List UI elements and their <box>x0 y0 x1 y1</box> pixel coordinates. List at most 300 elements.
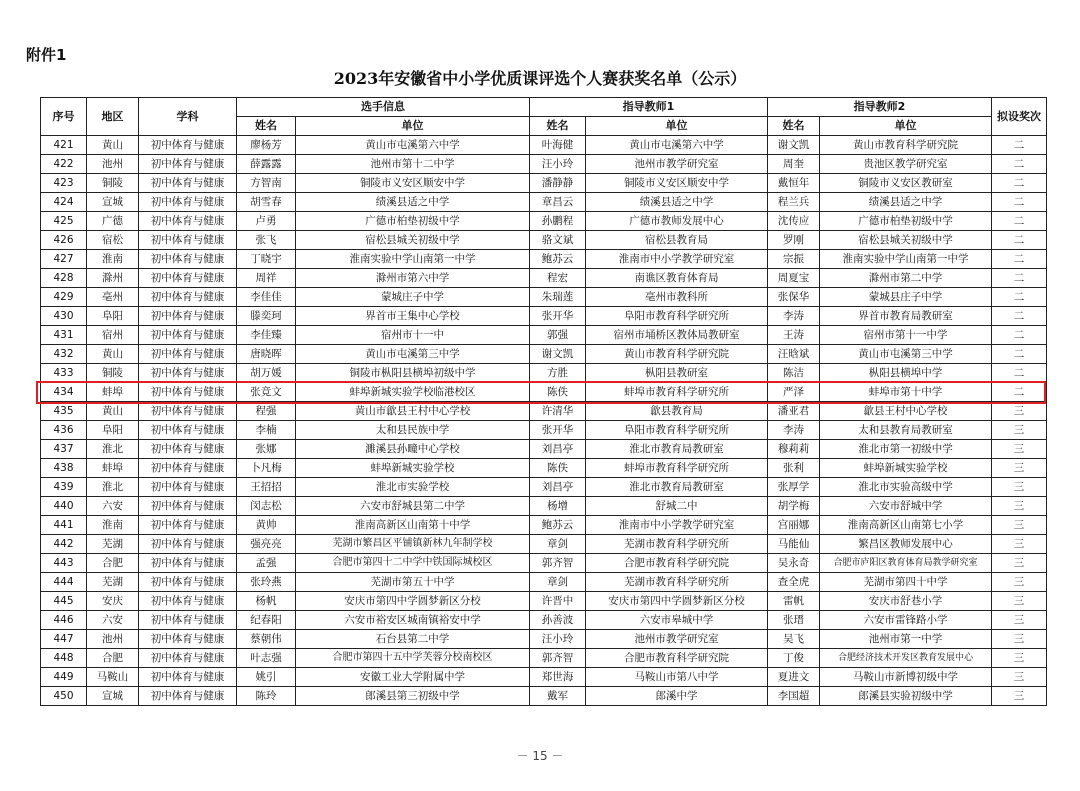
cell-region: 宿州 <box>87 326 139 345</box>
cell-teacher2-name: 严泽 <box>768 383 820 402</box>
cell-teacher1-unit: 合肥市教育科学研究院 <box>586 554 768 573</box>
cell-subject: 初中体育与健康 <box>139 383 237 402</box>
cell-award: 三 <box>992 630 1047 649</box>
cell-no: 433 <box>41 364 87 383</box>
cell-region: 蚌埠 <box>87 383 139 402</box>
cell-contestant-unit: 宿松县城关初级中学 <box>296 231 530 250</box>
cell-teacher2-name: 李涛 <box>768 307 820 326</box>
table-row <box>41 307 1047 326</box>
table-row <box>41 611 1047 630</box>
cell-region: 蚌埠 <box>87 459 139 478</box>
cell-award: 三 <box>992 535 1047 554</box>
table-row <box>41 535 1047 554</box>
cell-subject: 初中体育与健康 <box>139 364 237 383</box>
cell-subject: 初中体育与健康 <box>139 193 237 212</box>
cell-subject: 初中体育与健康 <box>139 402 237 421</box>
cell-region: 六安 <box>87 497 139 516</box>
cell-teacher2-name: 查全虎 <box>768 573 820 592</box>
cell-teacher2-name: 程兰兵 <box>768 193 820 212</box>
cell-award: 二 <box>992 364 1047 383</box>
cell-region: 淮北 <box>87 478 139 497</box>
cell-teacher1-name: 杨增 <box>530 497 586 516</box>
cell-contestant-name: 唐晓晖 <box>237 345 296 364</box>
cell-contestant-name: 蔡朝伟 <box>237 630 296 649</box>
cell-no: 421 <box>41 136 87 155</box>
cell-teacher2-unit: 宿松县城关初级中学 <box>820 231 992 250</box>
subheader-unit: 单位 <box>586 117 768 136</box>
cell-teacher1-name: 章昌云 <box>530 193 586 212</box>
cell-award: 二 <box>992 193 1047 212</box>
cell-contestant-name: 卢勇 <box>237 212 296 231</box>
cell-no: 426 <box>41 231 87 250</box>
cell-teacher2-unit: 黄山市屯溪第三中学 <box>820 345 992 364</box>
cell-award: 二 <box>992 307 1047 326</box>
cell-subject: 初中体育与健康 <box>139 212 237 231</box>
cell-region: 淮南 <box>87 250 139 269</box>
cell-contestant-unit: 六安市裕安区城南镇裕安中学 <box>296 611 530 630</box>
cell-region: 合肥 <box>87 649 139 668</box>
cell-teacher2-unit: 马鞍山市新博初级中学 <box>820 668 992 687</box>
cell-contestant-name: 张竞文 <box>237 383 296 402</box>
cell-teacher2-unit: 枞阳县横埠中学 <box>820 364 992 383</box>
cell-contestant-unit: 合肥市第四十二中学中铁国际城校区 <box>296 554 530 573</box>
cell-teacher2-name: 张瑨 <box>768 611 820 630</box>
cell-teacher1-name: 潘静静 <box>530 174 586 193</box>
cell-teacher1-name: 刘昌亭 <box>530 440 586 459</box>
cell-contestant-unit: 安徽工业大学附属中学 <box>296 668 530 687</box>
cell-teacher1-unit: 黄山市屯溪第六中学 <box>586 136 768 155</box>
cell-teacher2-name: 张利 <box>768 459 820 478</box>
cell-teacher1-name: 郭强 <box>530 326 586 345</box>
cell-teacher1-name: 方胜 <box>530 364 586 383</box>
cell-teacher1-name: 郑世海 <box>530 668 586 687</box>
cell-no: 448 <box>41 649 87 668</box>
cell-teacher1-name: 陈佚 <box>530 383 586 402</box>
cell-contestant-name: 强亮亮 <box>237 535 296 554</box>
table-row <box>41 288 1047 307</box>
cell-teacher1-unit: 绩溪县适之中学 <box>586 193 768 212</box>
cell-contestant-unit: 广德市柏垫初级中学 <box>296 212 530 231</box>
table-row <box>41 516 1047 535</box>
cell-teacher1-name: 刘昌亭 <box>530 478 586 497</box>
cell-contestant-unit: 铜陵市枞阳县横埠初级中学 <box>296 364 530 383</box>
cell-teacher2-unit: 合肥经济技术开发区教育发展中心 <box>820 649 992 668</box>
cell-teacher2-unit: 铜陵市义安区教研室 <box>820 174 992 193</box>
cell-region: 淮北 <box>87 440 139 459</box>
cell-award: 二 <box>992 288 1047 307</box>
cell-teacher1-name: 谢文凯 <box>530 345 586 364</box>
cell-contestant-name: 孟强 <box>237 554 296 573</box>
cell-teacher2-unit: 郎溪县实验初级中学 <box>820 687 992 706</box>
cell-subject: 初中体育与健康 <box>139 231 237 250</box>
cell-teacher2-unit: 安庆市舒巷小学 <box>820 592 992 611</box>
cell-teacher2-unit: 滁州市第二中学 <box>820 269 992 288</box>
cell-region: 黄山 <box>87 402 139 421</box>
cell-award: 二 <box>992 174 1047 193</box>
award-table <box>40 97 1047 706</box>
cell-region: 广德 <box>87 212 139 231</box>
cell-no: 438 <box>41 459 87 478</box>
cell-teacher1-name: 骆文斌 <box>530 231 586 250</box>
cell-teacher2-unit: 蚌埠新城实验学校 <box>820 459 992 478</box>
cell-contestant-unit: 黄山市屯溪第三中学 <box>296 345 530 364</box>
cell-teacher2-name: 谢文凯 <box>768 136 820 155</box>
table-row <box>41 364 1047 383</box>
cell-teacher1-name: 张开华 <box>530 421 586 440</box>
cell-no: 449 <box>41 668 87 687</box>
cell-subject: 初中体育与健康 <box>139 174 237 193</box>
cell-award: 三 <box>992 459 1047 478</box>
cell-contestant-name: 卜凡梅 <box>237 459 296 478</box>
header-region: 地区 <box>87 98 139 136</box>
cell-teacher1-name: 郭齐智 <box>530 554 586 573</box>
cell-region: 宣城 <box>87 687 139 706</box>
cell-award: 二 <box>992 383 1047 402</box>
cell-teacher1-unit: 宿州市埇桥区教体局教研室 <box>586 326 768 345</box>
cell-teacher2-unit: 合肥市庐阳区教育体育局教学研究室 <box>820 554 992 573</box>
cell-subject: 初中体育与健康 <box>139 155 237 174</box>
table-row <box>41 421 1047 440</box>
cell-teacher2-name: 汪晗斌 <box>768 345 820 364</box>
cell-region: 阜阳 <box>87 421 139 440</box>
cell-teacher1-name: 戴军 <box>530 687 586 706</box>
cell-contestant-name: 程强 <box>237 402 296 421</box>
table-row <box>41 402 1047 421</box>
cell-contestant-name: 方智南 <box>237 174 296 193</box>
cell-subject: 初中体育与健康 <box>139 136 237 155</box>
cell-subject: 初中体育与健康 <box>139 250 237 269</box>
cell-award: 二 <box>992 250 1047 269</box>
cell-no: 435 <box>41 402 87 421</box>
cell-teacher1-unit: 舒城二中 <box>586 497 768 516</box>
cell-teacher1-name: 孙鹏程 <box>530 212 586 231</box>
cell-award: 三 <box>992 611 1047 630</box>
header-award: 拟设奖次 <box>992 98 1047 136</box>
cell-no: 428 <box>41 269 87 288</box>
cell-teacher2-name: 李涛 <box>768 421 820 440</box>
table-header <box>41 98 1047 136</box>
header-no: 序号 <box>41 98 87 136</box>
cell-contestant-name: 薛露露 <box>237 155 296 174</box>
cell-subject: 初中体育与健康 <box>139 288 237 307</box>
cell-contestant-name: 李佳佳 <box>237 288 296 307</box>
header-subject: 学科 <box>139 98 237 136</box>
cell-teacher2-unit: 贵池区教学研究室 <box>820 155 992 174</box>
cell-subject: 初中体育与健康 <box>139 573 237 592</box>
cell-teacher2-name: 潘亚君 <box>768 402 820 421</box>
cell-contestant-name: 胡雪春 <box>237 193 296 212</box>
cell-no: 443 <box>41 554 87 573</box>
cell-contestant-unit: 蚌埠新城实验学校临港校区 <box>296 383 530 402</box>
table-row <box>41 193 1047 212</box>
subheader-name: 姓名 <box>768 117 820 136</box>
cell-contestant-name: 张飞 <box>237 231 296 250</box>
cell-teacher2-unit: 芜湖市第四十中学 <box>820 573 992 592</box>
cell-contestant-unit: 太和县民族中学 <box>296 421 530 440</box>
cell-teacher1-unit: 芜湖市教育科学研究所 <box>586 573 768 592</box>
cell-no: 423 <box>41 174 87 193</box>
cell-teacher1-unit: 郎溪中学 <box>586 687 768 706</box>
table-row <box>41 326 1047 345</box>
table-row <box>41 649 1047 668</box>
cell-teacher1-unit: 淮南市中小学教学研究室 <box>586 516 768 535</box>
cell-teacher2-unit: 淮北市第一初级中学 <box>820 440 992 459</box>
cell-no: 446 <box>41 611 87 630</box>
cell-teacher2-unit: 太和县教育局教研室 <box>820 421 992 440</box>
cell-award: 三 <box>992 516 1047 535</box>
cell-subject: 初中体育与健康 <box>139 611 237 630</box>
header-teacher1: 指导教师1 <box>530 98 768 117</box>
cell-contestant-name: 叶志强 <box>237 649 296 668</box>
cell-subject: 初中体育与健康 <box>139 497 237 516</box>
cell-award: 三 <box>992 478 1047 497</box>
header-teacher2: 指导教师2 <box>768 98 992 117</box>
cell-contestant-name: 闵志松 <box>237 497 296 516</box>
table-row <box>41 459 1047 478</box>
cell-teacher1-unit: 马鞍山市第八中学 <box>586 668 768 687</box>
cell-teacher1-name: 朱瑞莲 <box>530 288 586 307</box>
cell-teacher2-name: 张厚学 <box>768 478 820 497</box>
cell-teacher1-unit: 芜湖市教育科学研究所 <box>586 535 768 554</box>
cell-teacher1-name: 程宏 <box>530 269 586 288</box>
cell-award: 三 <box>992 668 1047 687</box>
cell-no: 422 <box>41 155 87 174</box>
cell-region: 阜阳 <box>87 307 139 326</box>
cell-teacher2-unit: 池州市第一中学 <box>820 630 992 649</box>
cell-contestant-name: 纪春阳 <box>237 611 296 630</box>
cell-contestant-name: 杨帆 <box>237 592 296 611</box>
table-row <box>41 440 1047 459</box>
cell-teacher1-unit: 枞阳县教研室 <box>586 364 768 383</box>
cell-contestant-name: 李楠 <box>237 421 296 440</box>
cell-teacher2-name: 吴飞 <box>768 630 820 649</box>
cell-teacher1-name: 鲍苏云 <box>530 250 586 269</box>
cell-no: 450 <box>41 687 87 706</box>
table-row <box>41 687 1047 706</box>
cell-teacher1-unit: 歙县教育局 <box>586 402 768 421</box>
table-row <box>41 383 1047 402</box>
cell-subject: 初中体育与健康 <box>139 516 237 535</box>
cell-teacher2-name: 吴永奇 <box>768 554 820 573</box>
cell-contestant-unit: 芜湖市繁昌区平铺镇新林九年制学校 <box>296 535 530 554</box>
subheader-unit: 单位 <box>820 117 992 136</box>
cell-teacher2-unit: 淮南高新区山南第七小学 <box>820 516 992 535</box>
cell-contestant-name: 王招招 <box>237 478 296 497</box>
cell-teacher2-unit: 广德市柏垫初级中学 <box>820 212 992 231</box>
cell-contestant-unit: 石台县第二中学 <box>296 630 530 649</box>
cell-teacher2-name: 周奎 <box>768 155 820 174</box>
cell-contestant-name: 李佳臻 <box>237 326 296 345</box>
table-row <box>41 478 1047 497</box>
cell-no: 442 <box>41 535 87 554</box>
cell-region: 黄山 <box>87 345 139 364</box>
cell-subject: 初中体育与健康 <box>139 478 237 497</box>
cell-award: 三 <box>992 497 1047 516</box>
cell-contestant-name: 胡万媛 <box>237 364 296 383</box>
cell-teacher2-unit: 歙县王村中心学校 <box>820 402 992 421</box>
cell-subject: 初中体育与健康 <box>139 649 237 668</box>
cell-teacher1-unit: 安庆市第四中学圆梦新区分校 <box>586 592 768 611</box>
cell-region: 黄山 <box>87 136 139 155</box>
cell-region: 铜陵 <box>87 364 139 383</box>
cell-contestant-name: 丁晓宇 <box>237 250 296 269</box>
cell-contestant-unit: 淮北市实验学校 <box>296 478 530 497</box>
subheader-name: 姓名 <box>530 117 586 136</box>
cell-award: 三 <box>992 421 1047 440</box>
table-row <box>41 497 1047 516</box>
cell-contestant-unit: 郎溪县第三初级中学 <box>296 687 530 706</box>
cell-teacher1-name: 汪小玲 <box>530 155 586 174</box>
cell-teacher2-name: 陈洁 <box>768 364 820 383</box>
cell-teacher1-unit: 淮北市教育局教研室 <box>586 440 768 459</box>
cell-no: 429 <box>41 288 87 307</box>
cell-teacher1-name: 汪小玲 <box>530 630 586 649</box>
cell-teacher1-unit: 蚌埠市教育科学研究所 <box>586 459 768 478</box>
cell-no: 427 <box>41 250 87 269</box>
cell-teacher2-unit: 六安市雷锋路小学 <box>820 611 992 630</box>
cell-teacher1-unit: 铜陵市义安区顺安中学 <box>586 174 768 193</box>
table-row <box>41 231 1047 250</box>
cell-region: 六安 <box>87 611 139 630</box>
cell-teacher1-unit: 蚌埠市教育科学研究所 <box>586 383 768 402</box>
cell-award: 三 <box>992 592 1047 611</box>
cell-contestant-unit: 淮南高新区山南第十中学 <box>296 516 530 535</box>
cell-teacher1-name: 章剑 <box>530 535 586 554</box>
cell-teacher2-name: 王涛 <box>768 326 820 345</box>
cell-contestant-unit: 蚌埠新城实验学校 <box>296 459 530 478</box>
cell-contestant-unit: 安庆市第四中学圆梦新区分校 <box>296 592 530 611</box>
cell-subject: 初中体育与健康 <box>139 440 237 459</box>
cell-teacher1-name: 郭齐智 <box>530 649 586 668</box>
cell-award: 二 <box>992 136 1047 155</box>
table-row <box>41 630 1047 649</box>
table-row <box>41 174 1047 193</box>
cell-teacher2-name: 雷帆 <box>768 592 820 611</box>
cell-contestant-name: 周祥 <box>237 269 296 288</box>
cell-region: 滁州 <box>87 269 139 288</box>
cell-teacher1-unit: 淮南市中小学教学研究室 <box>586 250 768 269</box>
cell-no: 434 <box>41 383 87 402</box>
cell-contestant-name: 黄帅 <box>237 516 296 535</box>
cell-region: 池州 <box>87 630 139 649</box>
page-number: － 15 － <box>516 749 564 763</box>
cell-award: 二 <box>992 155 1047 174</box>
cell-subject: 初中体育与健康 <box>139 535 237 554</box>
cell-contestant-name: 张娜 <box>237 440 296 459</box>
cell-region: 合肥 <box>87 554 139 573</box>
cell-no: 440 <box>41 497 87 516</box>
cell-subject: 初中体育与健康 <box>139 269 237 288</box>
cell-teacher2-unit: 蚌埠市第十中学 <box>820 383 992 402</box>
cell-award: 三 <box>992 402 1047 421</box>
cell-no: 425 <box>41 212 87 231</box>
table-body <box>41 136 1047 706</box>
cell-no: 424 <box>41 193 87 212</box>
cell-region: 宿松 <box>87 231 139 250</box>
cell-contestant-name: 陈玲 <box>237 687 296 706</box>
cell-no: 444 <box>41 573 87 592</box>
cell-teacher2-name: 宗振 <box>768 250 820 269</box>
cell-no: 445 <box>41 592 87 611</box>
cell-region: 安庆 <box>87 592 139 611</box>
cell-no: 439 <box>41 478 87 497</box>
cell-teacher2-name: 李国超 <box>768 687 820 706</box>
cell-award: 三 <box>992 573 1047 592</box>
cell-contestant-unit: 池州市第十二中学 <box>296 155 530 174</box>
cell-teacher1-name: 许晋中 <box>530 592 586 611</box>
cell-teacher2-unit: 繁昌区教师发展中心 <box>820 535 992 554</box>
cell-teacher2-name: 穆莉莉 <box>768 440 820 459</box>
cell-teacher1-name: 张开华 <box>530 307 586 326</box>
cell-no: 431 <box>41 326 87 345</box>
cell-contestant-name: 廖杨芳 <box>237 136 296 155</box>
cell-contestant-unit: 黄山市屯溪第六中学 <box>296 136 530 155</box>
cell-no: 447 <box>41 630 87 649</box>
cell-region: 马鞍山 <box>87 668 139 687</box>
cell-subject: 初中体育与健康 <box>139 592 237 611</box>
cell-contestant-unit: 铜陵市义安区顺安中学 <box>296 174 530 193</box>
cell-teacher2-name: 宫丽娜 <box>768 516 820 535</box>
table-row <box>41 668 1047 687</box>
cell-teacher1-unit: 亳州市教科所 <box>586 288 768 307</box>
cell-teacher2-unit: 宿州市第十一中学 <box>820 326 992 345</box>
attachment-label: 附件1 <box>26 46 67 64</box>
cell-teacher2-unit: 六安市舒城中学 <box>820 497 992 516</box>
cell-subject: 初中体育与健康 <box>139 421 237 440</box>
cell-teacher2-name: 丁俊 <box>768 649 820 668</box>
cell-no: 437 <box>41 440 87 459</box>
cell-teacher2-unit: 淮北市实验高级中学 <box>820 478 992 497</box>
cell-region: 芜湖 <box>87 535 139 554</box>
cell-award: 二 <box>992 269 1047 288</box>
header-contestant: 选手信息 <box>237 98 530 117</box>
cell-contestant-unit: 濉溪县孙疃中心学校 <box>296 440 530 459</box>
cell-teacher2-name: 沈传应 <box>768 212 820 231</box>
cell-region: 宣城 <box>87 193 139 212</box>
cell-no: 430 <box>41 307 87 326</box>
cell-subject: 初中体育与健康 <box>139 687 237 706</box>
cell-award: 二 <box>992 231 1047 250</box>
cell-subject: 初中体育与健康 <box>139 345 237 364</box>
table-row <box>41 212 1047 231</box>
cell-teacher2-name: 罗刚 <box>768 231 820 250</box>
table-row <box>41 250 1047 269</box>
cell-no: 436 <box>41 421 87 440</box>
cell-teacher1-unit: 南谯区教育体育局 <box>586 269 768 288</box>
cell-teacher2-name: 夏进文 <box>768 668 820 687</box>
cell-teacher1-unit: 淮北市教育局教研室 <box>586 478 768 497</box>
cell-subject: 初中体育与健康 <box>139 307 237 326</box>
cell-teacher1-name: 章剑 <box>530 573 586 592</box>
cell-teacher1-name: 陈佚 <box>530 459 586 478</box>
cell-teacher2-name: 张保华 <box>768 288 820 307</box>
cell-region: 芜湖 <box>87 573 139 592</box>
cell-teacher2-name: 戴恒年 <box>768 174 820 193</box>
subheader-unit: 单位 <box>296 117 530 136</box>
cell-contestant-unit: 滁州市第六中学 <box>296 269 530 288</box>
cell-teacher1-unit: 宿松县教育局 <box>586 231 768 250</box>
cell-teacher2-name: 马能仙 <box>768 535 820 554</box>
cell-teacher1-unit: 池州市教学研究室 <box>586 155 768 174</box>
table-row <box>41 573 1047 592</box>
cell-subject: 初中体育与健康 <box>139 630 237 649</box>
cell-subject: 初中体育与健康 <box>139 326 237 345</box>
subheader-name: 姓名 <box>237 117 296 136</box>
table-row <box>41 155 1047 174</box>
cell-no: 441 <box>41 516 87 535</box>
table-row <box>41 136 1047 155</box>
cell-region: 池州 <box>87 155 139 174</box>
